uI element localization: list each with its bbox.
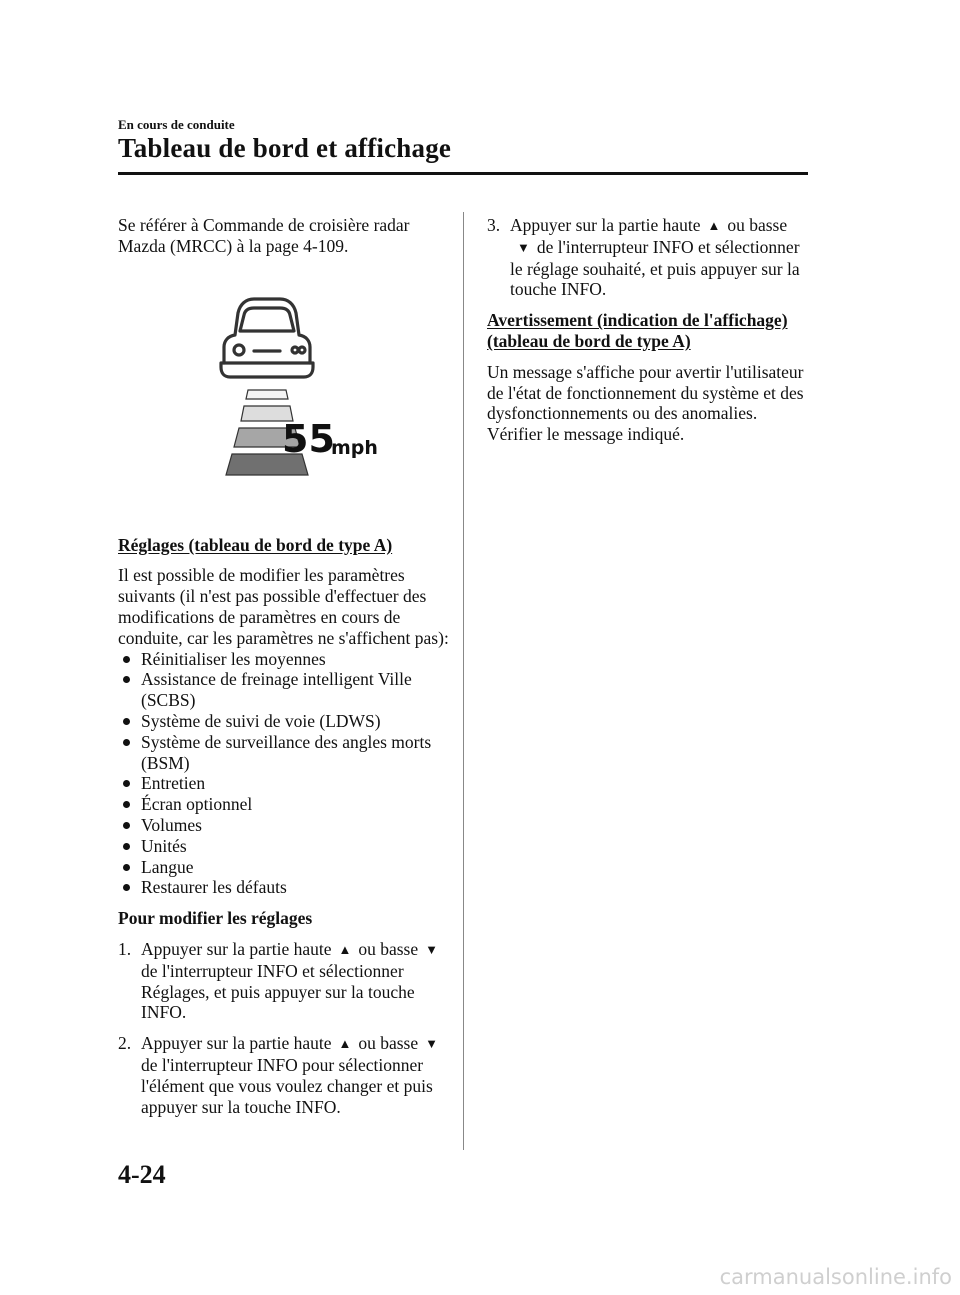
watermark: carmanualsonline.info <box>719 1265 952 1289</box>
warning-paragraph-2: Vérifier le message indiqué. <box>487 424 685 445</box>
car-front-icon <box>221 299 313 377</box>
list-item: Unités <box>118 836 453 857</box>
up-arrow-icon: ▲ <box>338 941 352 957</box>
mrcc-display-graphic <box>118 279 453 504</box>
list-item: Écran optionnel <box>118 794 453 815</box>
step-1 <box>118 939 453 1023</box>
settings-heading: Réglages (tableau de bord de type A) <box>118 534 393 555</box>
right-column <box>487 215 812 445</box>
left-column <box>118 215 453 1117</box>
step-3 <box>487 215 812 300</box>
speed-unit: mph <box>331 436 378 459</box>
step-text-b: ou basse <box>358 938 419 959</box>
down-arrow-icon: ▼ <box>517 239 530 255</box>
settings-list <box>118 649 453 899</box>
page-title: Tableau de bord et affichage <box>118 133 452 163</box>
list-item: Réinitialiser les moyennes <box>118 649 453 670</box>
intro-paragraph: Se référer à Commande de croisière radar Mazda (MRCC) à la page 4-109. <box>118 215 410 256</box>
step-text-c: de l'interrupteur INFO et sélectionner le réglage souhaité, et puis appuyer sur la touche INFO. <box>510 236 800 300</box>
step-text-b: ou basse <box>727 215 788 235</box>
mrcc-display-figure <box>118 279 453 504</box>
change-settings-heading: Pour modifier les réglages <box>118 908 313 929</box>
step-number: 3. <box>487 215 501 235</box>
up-arrow-icon: ▲ <box>707 218 721 233</box>
speed-value: 55 <box>282 416 335 461</box>
list-item: Restaurer les défauts <box>118 877 453 898</box>
warning-heading: Avertissement (indication de l'affichage) (tableau de bord de type A) <box>487 310 788 351</box>
settings-intro: Il est possible de modifier les paramètres suivants (il n'est pas possible d'effectuer des modifications de paramètres en cours de conduite, car les paramètres ne s'affichent pas): <box>118 565 449 648</box>
list-item: Volumes <box>118 815 453 836</box>
page-number: 4-24 <box>118 1160 166 1189</box>
step-text-c: de l'interrupteur INFO et sélectionner Réglages, et puis appuyer sur la touche INFO. <box>141 960 415 1023</box>
title-rule <box>118 172 808 175</box>
up-arrow-icon: ▲ <box>338 1036 352 1052</box>
step-text-a: Appuyer sur la partie haute <box>510 215 701 235</box>
down-arrow-icon: ▼ <box>425 941 439 957</box>
step-number: 1. <box>118 938 132 959</box>
list-item: Entretien <box>118 773 453 794</box>
step-text-a: Appuyer sur la partie haute <box>141 938 332 959</box>
column-divider <box>463 212 464 1150</box>
section-label: En cours de conduite <box>118 117 235 132</box>
step-2 <box>118 1033 453 1117</box>
step-text-a: Appuyer sur la partie haute <box>141 1033 332 1054</box>
warning-paragraph: Un message s'affiche pour avertir l'utilisateur de l'état de fonctionnement du système et des dysfonctionnements ou des anomalies. <box>487 361 804 424</box>
step-text-c: de l'interrupteur INFO pour sélectionner l'élément que vous voulez changer et puis appuyer sur la touche INFO. <box>141 1054 433 1117</box>
list-item: Système de suivi de voie (LDWS) <box>118 711 453 732</box>
list-item: Assistance de freinage intelligent Ville (SCBS) <box>118 669 453 711</box>
list-item: Système de surveillance des angles morts (BSM) <box>118 732 453 774</box>
down-arrow-icon: ▼ <box>425 1036 439 1052</box>
step-text-b: ou basse <box>358 1033 419 1054</box>
list-item: Langue <box>118 857 453 878</box>
step-number: 2. <box>118 1033 132 1054</box>
